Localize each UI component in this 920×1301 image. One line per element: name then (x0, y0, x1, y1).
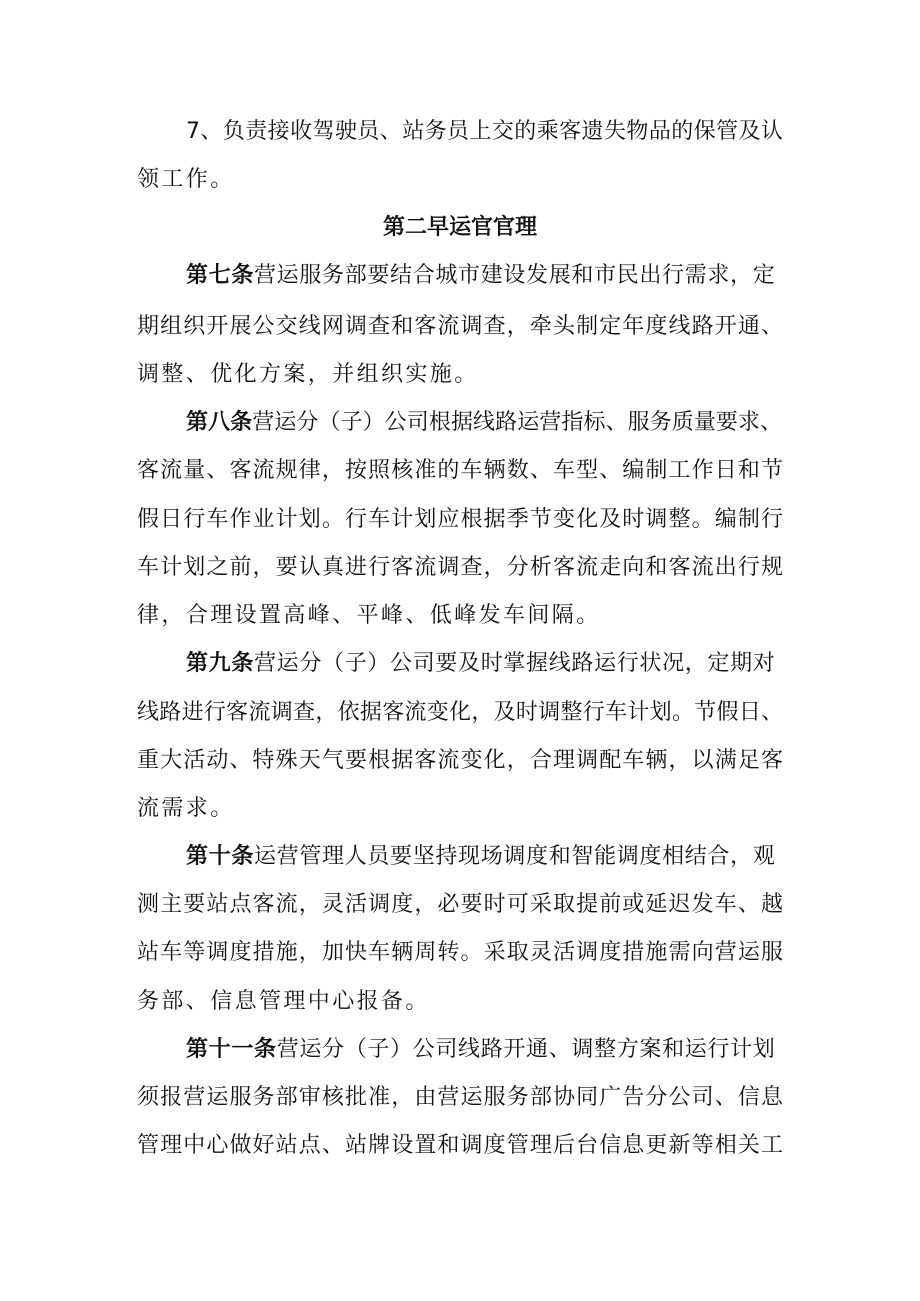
art9-text-4: 流需求。 (137, 796, 235, 821)
item7-text-1: 7、负责接收驾驶员、站务员上交的乘客遗失物品的保管及认 (186, 119, 784, 144)
art8-line-1 (0, 405, 920, 441)
art9-line-3 (0, 743, 920, 779)
art10-first-line (186, 839, 775, 875)
art9-text-1: 营运分（子）公司要及时掌握线路运行状况，定期对 (254, 651, 776, 676)
art10-line-2 (0, 887, 920, 923)
chapter-heading: 第二早运官官理 (382, 215, 537, 240)
art10-line-1 (0, 839, 920, 875)
art8-line-5 (0, 598, 920, 634)
art8-text-2: 客流量、客流规律，按照核准的车辆数、车型、编制工作日和节 (137, 458, 785, 483)
art7-text-3: 调整、优化方案，并组织实施。 (137, 362, 479, 387)
art9-text-3: 重大活动、特殊天气要根据客流变化，合理调配车辆，以满足客 (137, 748, 785, 773)
art8-text-1: 营运分（子）公司根据线路运营指标、服务质量要求、 (252, 410, 783, 435)
art10-label: 第十条 (186, 844, 255, 869)
item7-text-2: 领工作。 (137, 167, 235, 192)
art7-text-1: 营运服务部要结合城市建设发展和市民出行需求，定 (254, 263, 776, 288)
art9-label: 第九条 (186, 651, 255, 676)
art7-label: 第七条 (186, 263, 255, 288)
art9-line-1 (0, 646, 920, 682)
art10-text-3: 站车等调度措施，加快车辆周转。采取灵活调度措施需向营运服 (137, 940, 785, 965)
art10-text-1: 运营管理人员要坚持现场调度和智能调度相结合，观 (254, 844, 776, 869)
art11-line-1 (0, 1032, 920, 1068)
art8-line-4 (0, 550, 920, 586)
art7-line-3 (0, 357, 920, 393)
art11-label: 第十一条 (186, 1037, 277, 1062)
item7-line-2 (0, 162, 920, 198)
art9-line-2 (0, 695, 920, 731)
art11-line-3 (0, 1128, 920, 1164)
art11-text-2: 须报营运服务部审核批准，由营运服务部协同广告分公司、信息 (137, 1085, 785, 1110)
art7-text-2: 期组织开展公交线网调查和客流调查，牵头制定年度线路开通、 (137, 314, 785, 339)
art9-text-2: 线路进行客流调查，依据客流变化，及时调整行车计划。节假日、 (137, 700, 784, 725)
art8-line-3 (0, 502, 920, 538)
art10-text-2: 测主要站点客流，灵活调度，必要时可采取提前或延迟发车、越 (137, 892, 785, 917)
art11-text-3: 管理中心做好站点、站牌设置和调度管理后台信息更新等相关工 (137, 1133, 785, 1158)
art8-first-line (186, 405, 782, 441)
art10-line-4 (0, 984, 920, 1020)
art7-first-line (186, 258, 775, 294)
art11-first-line (186, 1032, 775, 1068)
art9-line-4 (0, 791, 920, 827)
item7-line-1 (0, 114, 920, 150)
art8-line-2 (0, 453, 920, 489)
art11-line-2 (0, 1080, 920, 1116)
art10-line-3 (0, 935, 920, 971)
art7-line-1 (0, 258, 920, 294)
art7-line-2 (0, 309, 920, 345)
art11-text-1: 营运分（子）公司线路开通、调整方案和运行计划 (276, 1037, 776, 1062)
art10-text-4: 务部、信息管理中心报备。 (137, 989, 430, 1014)
art8-label: 第八条 (186, 410, 253, 435)
art9-first-line (186, 646, 775, 682)
art8-text-5: 律，合理设置高峰、平峰、低峰发车间隔。 (137, 603, 601, 628)
art8-text-3: 假日行车作业计划。行车计划应根据季节变化及时调整。编制行 (137, 507, 785, 532)
art8-text-4: 车计划之前，要认真进行客流调查，分析客流走向和客流出行规 (137, 555, 785, 580)
